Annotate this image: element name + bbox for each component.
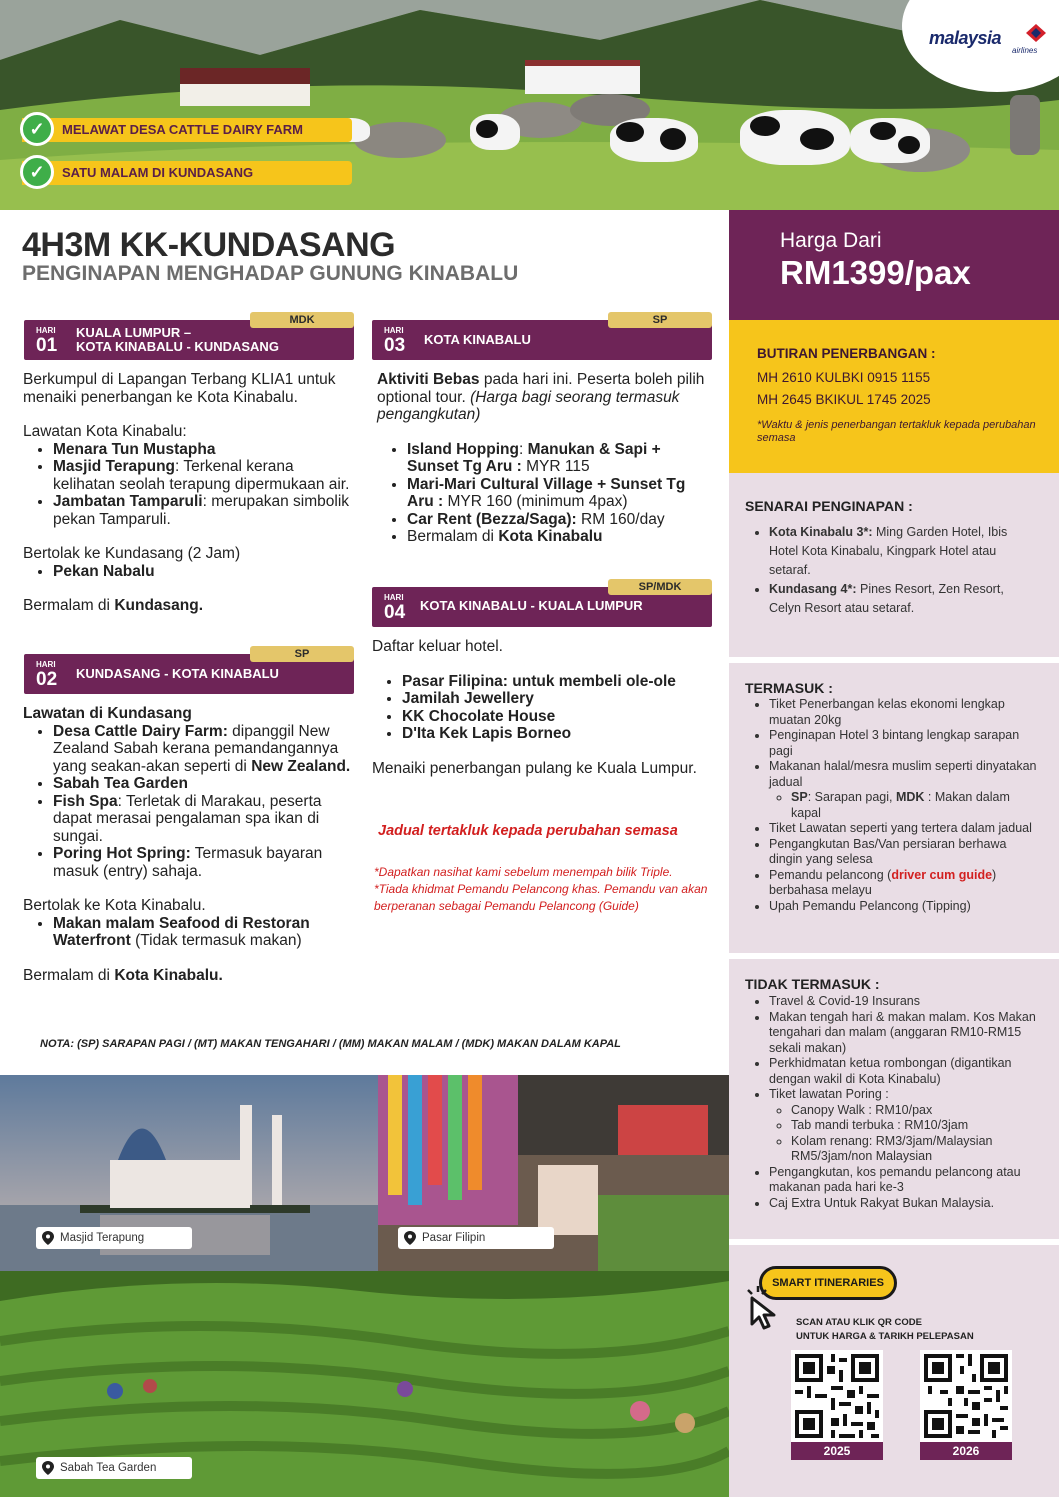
photo-caption: Masjid Terapung	[60, 1232, 145, 1244]
item-bold: Makan malam Seafood di Restoran Waterfront	[53, 914, 310, 949]
bermalam-prefix: Bermalam di	[23, 597, 115, 614]
scan-line: SCAN ATAU KLIK QR CODE	[796, 1317, 922, 1328]
item-text: MYR 115	[521, 458, 590, 475]
item-bold: Car Rent (Bezza/Saga):	[407, 510, 577, 528]
list-item	[769, 523, 1035, 580]
list-item	[53, 793, 358, 846]
cow	[740, 110, 850, 165]
day-01-list	[23, 441, 358, 529]
aktiviti-bold: Aktiviti Bebas	[377, 371, 480, 388]
flight-note: *Waktu & jenis penerbangan tertakluk kepada perubahan semasa	[757, 419, 1036, 444]
bermalam-text	[23, 967, 358, 985]
hari-label: HARI	[384, 326, 404, 335]
list-item	[402, 690, 712, 708]
meal-legend: NOTA: (SP) SARAPAN PAGI / (MT) MAKAN TENGAHARI / (MM) MAKAN MALAM / (MDK) MAKAN DALAM KAPAL	[40, 1038, 621, 1050]
day-01-header	[24, 314, 354, 360]
item-text: (Tidak termasuk makan)	[130, 932, 302, 949]
day-number: 02	[36, 669, 58, 690]
item-bold: Kota Kinabalu 3*:	[769, 525, 873, 539]
bermalam-place: Kota Kinabalu.	[114, 966, 223, 984]
item-bold: MDK	[895, 790, 925, 804]
day-title-line2: KOTA KINABALU - KUNDASANG	[76, 339, 279, 354]
sub-item	[791, 790, 1040, 821]
list-item	[53, 563, 358, 581]
item-text: : Terletak di Marakau, peserta dapat merasai pengalaman spa ikan di sungai.	[53, 792, 322, 845]
masjid-photo	[0, 1075, 378, 1271]
lawatan-head: Lawatan Kota Kinabalu:	[23, 423, 187, 440]
masjid-label	[36, 1227, 192, 1249]
list-item	[769, 1087, 1045, 1165]
list-item	[407, 511, 712, 529]
sub-item: ◦ Tab mandi terbuka : RM10/3jam	[791, 1118, 1045, 1134]
pasar-photo	[378, 1075, 729, 1271]
qr-label-2025: 2025	[791, 1442, 883, 1460]
flight-line: MH 2610 KULBKI 0915 1155	[757, 370, 931, 385]
meal-tag: SP/MDK	[608, 579, 712, 595]
item-highlight: driver cum guide	[891, 867, 993, 882]
item-bold: New Zealand.	[251, 757, 351, 775]
badge-label: SATU MALAM DI KUNDASANG	[62, 165, 254, 180]
day-title-line1: KOTA KINABALU	[424, 332, 531, 347]
day-04-list	[372, 673, 712, 743]
bermalam-text	[23, 597, 358, 615]
price-label: Harga Dari	[780, 229, 882, 252]
location-pin-icon	[404, 1231, 416, 1245]
bertolak-text: Bertolak ke Kota Kinabalu.	[23, 897, 206, 914]
item-bold: Masjid Terapung	[53, 458, 176, 475]
meal-tag: MDK	[250, 312, 354, 328]
item-bold: Manukan & Sapi + Sunset Tg Aru :	[407, 440, 661, 475]
item-bold: Menara Tun Mustapha	[53, 440, 216, 458]
item-text: Termasuk bayaran masuk (entry) sahaja.	[53, 845, 323, 880]
pasar-label	[398, 1227, 554, 1249]
list-item	[407, 528, 712, 546]
day-02-content	[23, 705, 358, 984]
item-bold: Pasar Filipina: untuk membeli ole-ole	[402, 672, 676, 690]
day-02-header	[24, 648, 354, 694]
scan-line: UNTUK HARGA & TARIKH PELEPASAN	[796, 1331, 974, 1342]
cursor-click-icon	[744, 1284, 786, 1330]
item-text: : Makan dalam kapal	[791, 790, 1010, 820]
item-text: : Sarapan pagi,	[807, 790, 896, 804]
note-triple: *Dapatkan nasihat kami sebelum menempah bilik Triple.	[374, 865, 673, 879]
cow	[610, 118, 698, 162]
photo-caption: Sabah Tea Garden	[60, 1462, 157, 1474]
day-title-line1: KUNDASANG - KOTA KINABALU	[76, 666, 279, 681]
day-04-outro: Menaiki penerbangan pulang ke Kuala Lumpur.	[372, 759, 697, 777]
day-02-list	[23, 723, 358, 881]
aktiviti-rest: pada hari ini. Peserta boleh pilih optional tour.	[377, 371, 705, 406]
photo-caption: Pasar Filipin	[422, 1232, 486, 1244]
item-text: Pines Resort, Zen Resort, Celyn Resort atau setaraf.	[769, 582, 1004, 615]
item-bold: Fish Spa	[53, 792, 118, 810]
aktiviti-text	[377, 371, 712, 424]
item-text: Makanan halal/mesra muslim seperti dinyatakan jadual	[769, 759, 1037, 789]
tidak-termasuk-heading: TIDAK TERMASUK :	[745, 976, 880, 992]
day-04-header	[372, 581, 712, 627]
note-guide: *Tiada khidmat Pemandu Pelancong khas. Pemandu van akan berperanan sebagai Pemandu Pelancong (Guide)	[374, 882, 708, 913]
list-item	[407, 476, 712, 511]
penginapan-heading: SENARAI PENGINAPAN :	[745, 498, 913, 514]
bertolak-text: Bertolak ke Kundasang (2 Jam)	[23, 545, 241, 562]
day-number: 01	[36, 335, 58, 356]
list-item: • Caj Extra Untuk Rakyat Bukan Malaysia.	[769, 1196, 1045, 1212]
location-pin-icon	[42, 1461, 54, 1475]
check-icon: ✓	[20, 112, 54, 146]
list-item	[53, 775, 358, 793]
item-text: Pemandu pelancong (	[769, 867, 892, 882]
badge-label: MELAWAT DESA CATTLE DAIRY FARM	[62, 122, 303, 137]
list-item	[769, 759, 1040, 821]
list-item	[402, 708, 712, 726]
list-item: • Upah Pemandu Pelancong (Tipping)	[769, 899, 1040, 915]
day-number: 04	[384, 602, 406, 623]
sub-item: ◦ Canopy Walk : RM10/pax	[791, 1103, 1045, 1119]
list-item: • Pengangkutan Bas/Van persiaran berhawa dingin yang selesa	[769, 837, 1040, 868]
hari-label: HARI	[36, 660, 56, 669]
tea-garden-photo	[0, 1271, 729, 1497]
scan-instructions	[796, 1316, 974, 1344]
termasuk-list	[745, 697, 1040, 914]
booking-notes	[374, 864, 719, 915]
day-03-header	[372, 314, 712, 360]
check-icon: ✓	[20, 155, 54, 189]
list-item	[402, 673, 712, 691]
item-text: Bermalam di	[407, 528, 499, 545]
item-text: MYR 160 (minimum 4pax)	[443, 493, 628, 510]
hari-label: HARI	[384, 593, 404, 602]
farm-house-wall	[180, 84, 310, 106]
flight-line: MH 2645 BKIKUL 1745 2025	[757, 392, 931, 407]
list-item: • Travel & Covid-19 Insurans	[769, 994, 1045, 1010]
day-03-list	[377, 441, 712, 546]
hari-label: HARI	[36, 326, 56, 335]
item-bold: Kota Kinabalu	[498, 528, 603, 545]
tidak-termasuk-list	[745, 994, 1045, 1211]
day-01-content	[23, 371, 358, 615]
cow	[850, 118, 930, 163]
list-item: • Makan tengah hari & makan malam. Kos Makan tengahari dan malam (anggaran RM10-RM15 sekali makan)	[769, 1010, 1045, 1057]
item-bold: Jambatan Tamparuli	[53, 493, 203, 510]
dinner-list	[23, 915, 358, 950]
item-bold: Island Hopping	[407, 440, 519, 458]
item-bold: Pekan Nabalu	[53, 562, 155, 580]
day-01-intro: Berkumpul di Lapangan Terbang KLIA1 untuk menaiki penerbangan ke Kota Kinabalu.	[23, 371, 336, 406]
badge-kundasang	[22, 161, 352, 185]
list-item: • Perkhidmatan ketua rombongan (digantikan dengan wakil di Kota Kinabalu)	[769, 1056, 1045, 1087]
list-item	[53, 441, 358, 459]
malaysia-airlines-logo: malaysia	[929, 28, 1002, 48]
termasuk-heading: TERMASUK :	[745, 680, 833, 696]
item-bold: D'Ita Kek Lapis Borneo	[402, 725, 572, 742]
item-text: berbahasa melayu	[769, 883, 872, 897]
qr-code-icon	[791, 1350, 883, 1442]
qr-code-2025[interactable]	[791, 1350, 883, 1442]
item-bold: SP	[791, 790, 808, 804]
bermalam-prefix: Bermalam di	[23, 966, 115, 984]
smart-itineraries-button[interactable]: SMART ITINERARIES	[759, 1266, 897, 1300]
item-bold: Desa Cattle Dairy Farm:	[53, 722, 228, 740]
meal-tag: SP	[608, 312, 712, 328]
item-text: )	[992, 867, 997, 882]
list-item: • Tiket Lawatan seperti yang tertera dalam jadual	[769, 821, 1040, 837]
list-item	[769, 580, 1035, 618]
list-item	[53, 845, 358, 880]
list-item	[407, 441, 712, 476]
day-title-line1: KOTA KINABALU - KUALA LUMPUR	[420, 598, 643, 613]
list-item: • Tiket Penerbangan kelas ekonomi lengkap muatan 20kg	[769, 697, 1040, 728]
item-bold: Jamilah Jewellery	[402, 690, 534, 707]
list-item	[53, 493, 358, 528]
badge-dairy-farm	[22, 118, 352, 142]
qr-label-2026: 2026	[920, 1442, 1012, 1460]
meal-tag: SP	[250, 646, 354, 662]
location-pin-icon	[42, 1231, 54, 1245]
item-text: :	[518, 440, 528, 458]
day-03-content	[377, 371, 712, 546]
day-04-content	[372, 638, 712, 777]
item-bold: Mari-Mari Cultural Village + Sunset Tg Aru :	[407, 475, 686, 510]
bermalam-place: Kundasang.	[114, 597, 204, 614]
bertolak-list	[23, 563, 358, 581]
logo-subtitle: airlines	[1012, 46, 1038, 55]
item-bold: Poring Hot Spring:	[53, 845, 191, 862]
item-text: RM 160/day	[576, 510, 665, 528]
list-item	[769, 868, 1040, 899]
item-bold: Sabah Tea Garden	[53, 775, 188, 792]
list-item: • Pengangkutan, kos pemandu pelancong atau makanan pada hari ke-3	[769, 1165, 1045, 1196]
list-item	[53, 915, 358, 950]
list-item: • Penginapan Hotel 3 bintang lengkap sarapan pagi	[769, 728, 1040, 759]
qr-code-icon	[920, 1350, 1012, 1442]
penginapan-list	[745, 523, 1035, 618]
day-number: 03	[384, 335, 406, 356]
item-text: : merupakan simbolik pekan Tamparuli.	[53, 493, 350, 528]
day-04-intro: Daftar keluar hotel.	[372, 638, 503, 655]
flight-heading: BUTIRAN PENERBANGAN :	[757, 346, 936, 361]
list-item	[53, 723, 358, 776]
aktiviti-italic: (Harga bagi seorang termasuk pengangkutan)	[377, 388, 680, 423]
page-subtitle: PENGINAPAN MENGHADAP GUNUNG KINABALU	[22, 262, 519, 285]
jadual-note: Jadual tertakluk kepada perubahan semasa	[378, 823, 678, 839]
item-text: Tiket lawatan Poring :	[769, 1087, 889, 1101]
day-02-head: Lawatan di Kundasang	[23, 705, 192, 722]
item-text: dipanggil New Zealand Sabah kerana pemandangannya yang seakan-akan seperti di	[53, 722, 339, 775]
qr-code-2026[interactable]	[920, 1350, 1012, 1442]
item-text: : Terkenal kerana kelihatan seolah terapung dipermukaan air.	[53, 458, 350, 493]
wau-logo-icon	[1024, 22, 1048, 44]
page-title: 4H3M KK-KUNDASANG	[22, 226, 396, 264]
cow	[470, 114, 520, 150]
sub-item: ◦ Kolam renang: RM3/3jam/Malaysian RM5/3jam/non Malaysian	[791, 1134, 1045, 1165]
day-title-line1: KUALA LUMPUR –	[76, 325, 192, 340]
hero-image	[0, 0, 1059, 210]
item-text: Ming Garden Hotel, Ibis Hotel Kota Kinabalu, Kingpark Hotel atau setaraf.	[769, 525, 1008, 577]
farm-building	[525, 60, 640, 94]
tea-garden-label	[36, 1457, 192, 1479]
list-item	[402, 725, 712, 743]
item-bold: Kundasang 4*:	[769, 582, 857, 596]
list-item	[53, 458, 358, 493]
item-bold: KK Chocolate House	[402, 707, 556, 725]
price-value: RM1399/pax	[780, 254, 971, 291]
